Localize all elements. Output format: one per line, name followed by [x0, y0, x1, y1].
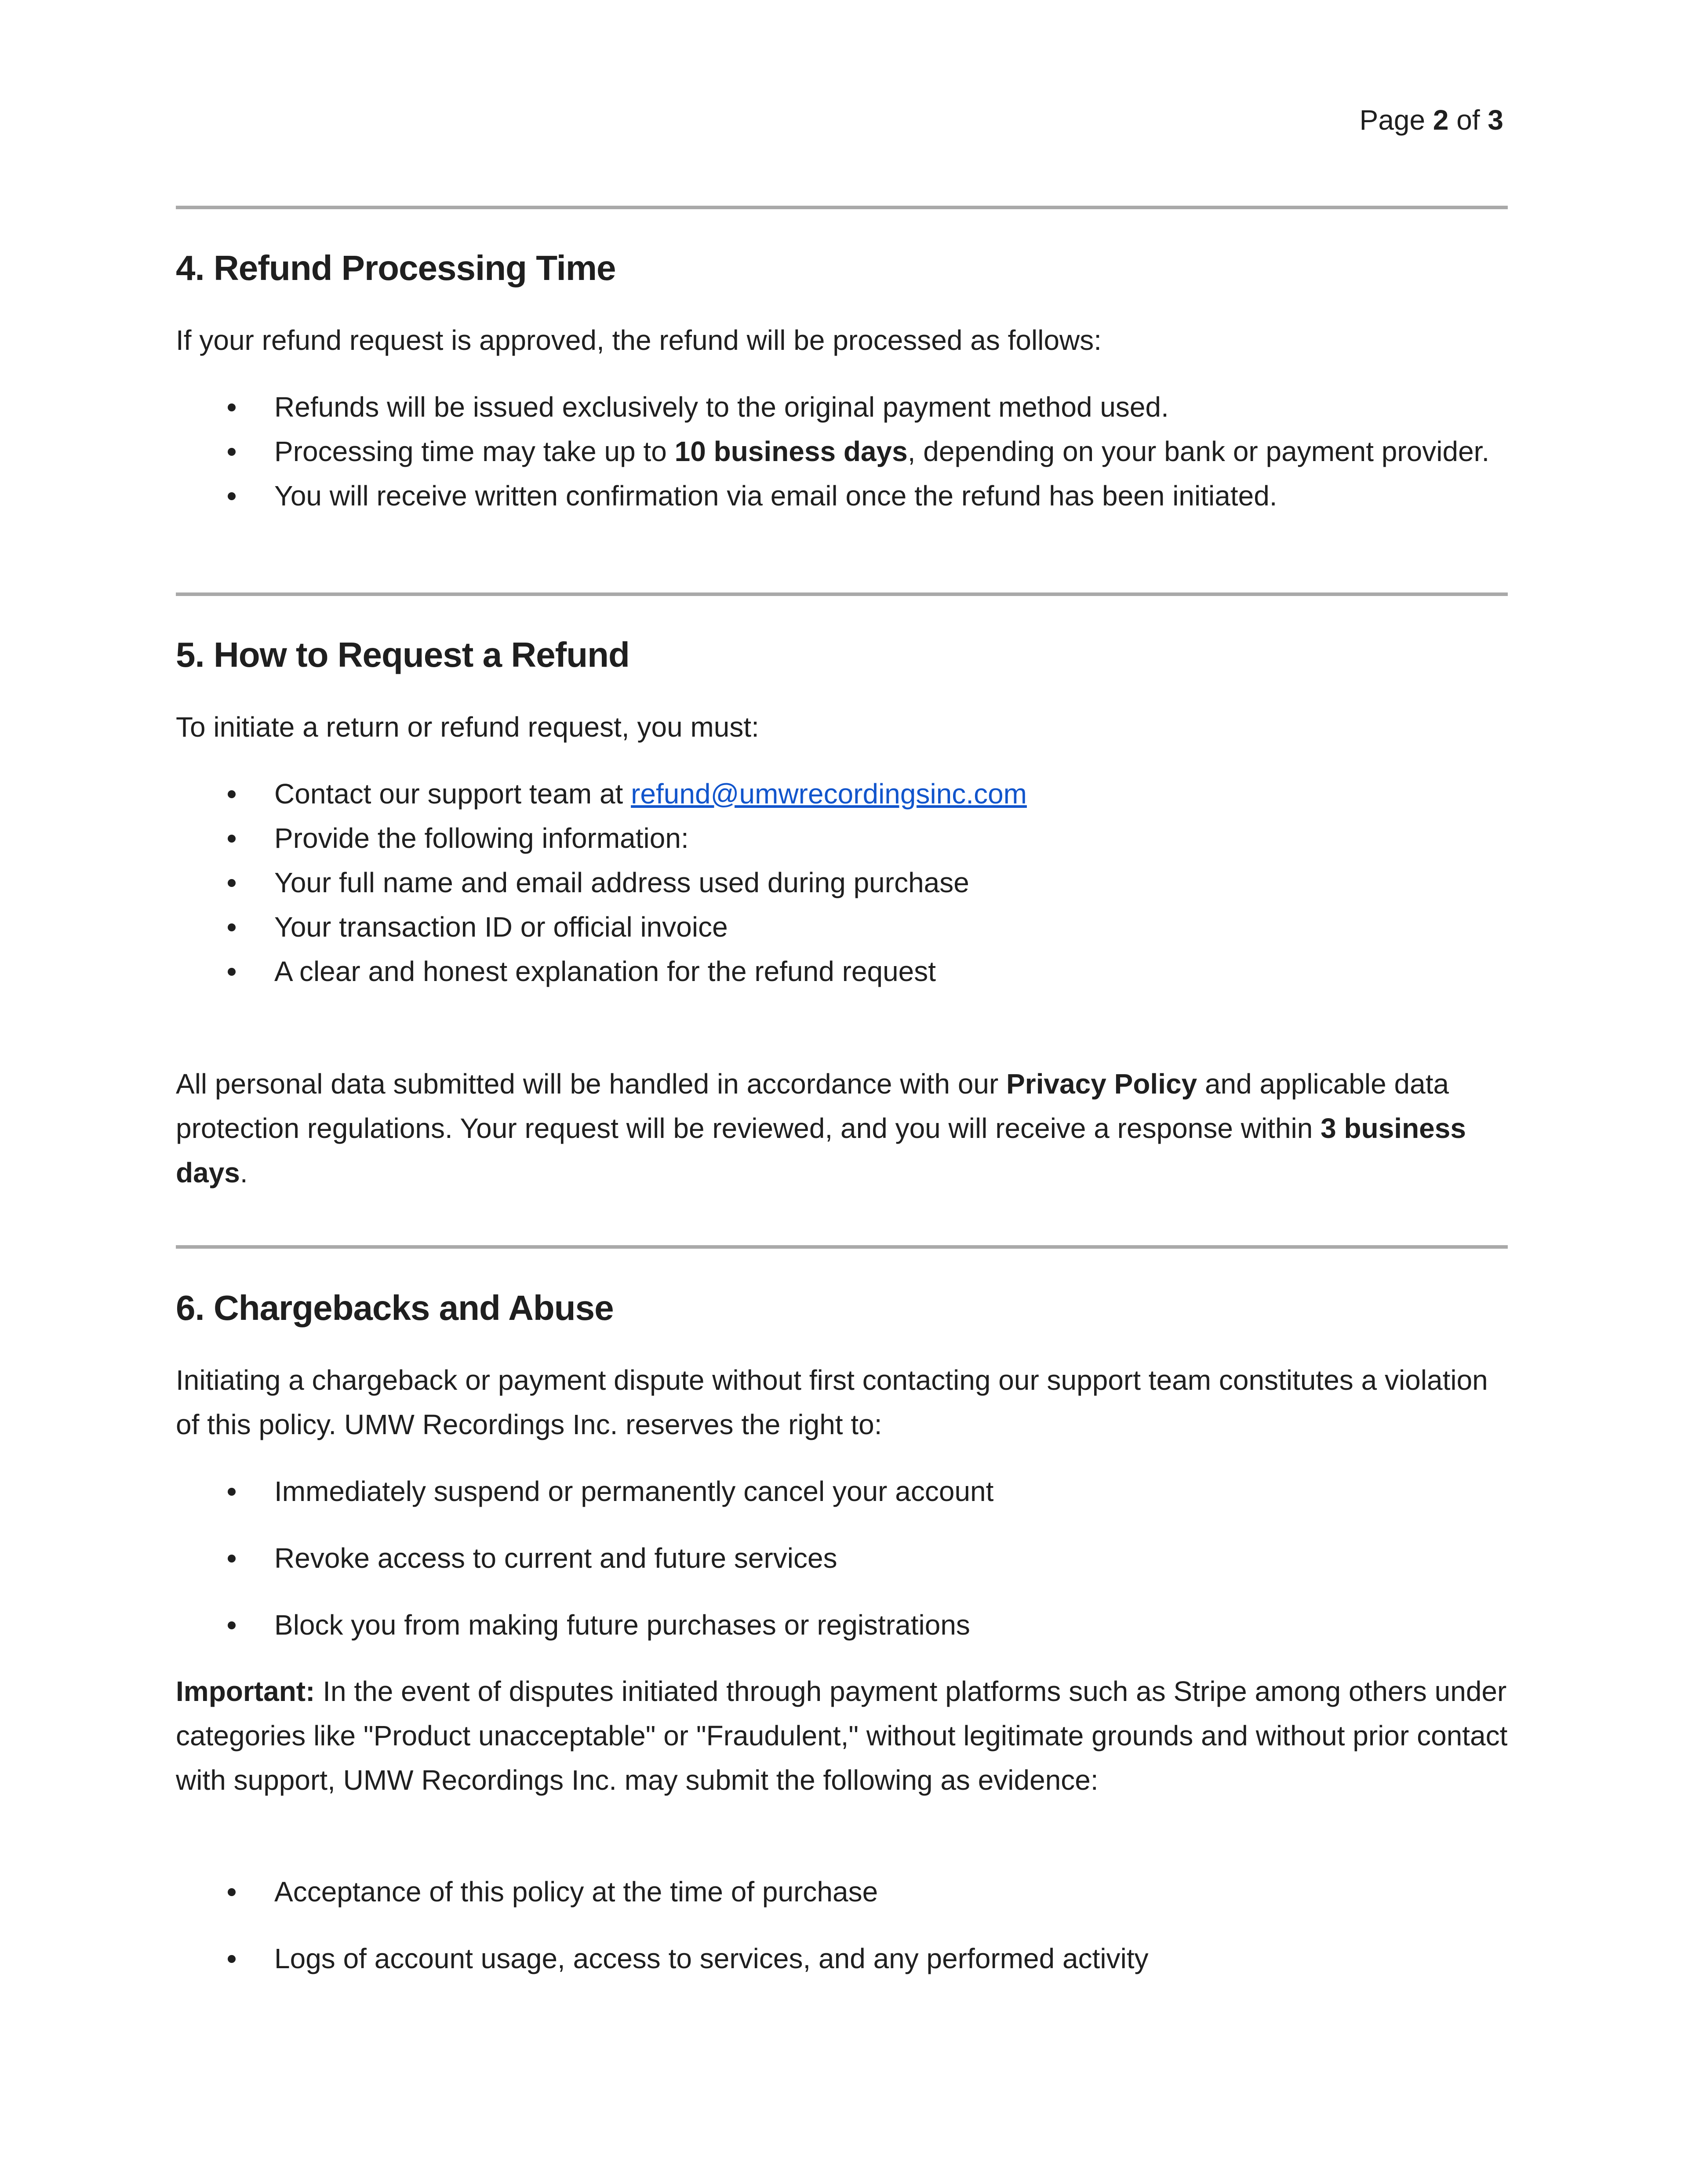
current-page: 2	[1433, 104, 1449, 136]
list-item	[176, 1937, 1508, 1981]
paragraph-text: In the event of disputes initiated through payment platforms such as Stripe among others under categories like "Product unacceptable" or "Fraudulent," without legitimate grounds and without prior contact with support, UMW Recordings Inc. may submit the following as evidence:	[176, 1675, 1508, 1796]
list-item-text: , depending on your bank or payment provider.	[907, 436, 1490, 467]
list-item-text: Provide the following information:	[274, 822, 689, 854]
important-paragraph	[176, 1669, 1508, 1802]
bold-text: 10 business days	[674, 436, 908, 467]
refund-email-link[interactable]: refund@umwrecordingsinc.com	[631, 778, 1027, 810]
section-4-list	[176, 385, 1508, 518]
list-item	[176, 1469, 1508, 1514]
list-item-text: Block you from making future purchases or registrations	[274, 1609, 970, 1641]
list-item-text: Contact our support team at	[274, 778, 631, 810]
paragraph-text: All personal data submitted will be handled in accordance with our	[176, 1068, 1007, 1100]
bold-text: 3 business days	[176, 1112, 1466, 1188]
list-item	[176, 816, 1508, 861]
list-item	[176, 429, 1508, 474]
divider	[176, 592, 1508, 596]
list-item-text: Processing time may take up to	[274, 436, 675, 467]
important-label: Important:	[176, 1675, 315, 1707]
list-item-text: A clear and honest explanation for the refund request	[274, 956, 936, 987]
section-5-title: 5. How to Request a Refund	[176, 635, 629, 674]
list-item	[176, 474, 1508, 518]
paragraph-text: and applicable data protection regulations. Your request will be reviewed, and you will receive a response within	[176, 1068, 1449, 1144]
of-word: of	[1456, 104, 1480, 136]
evidence-list	[176, 1870, 1508, 1981]
list-item-text: Refunds will be issued exclusively to the original payment method used.	[274, 391, 1169, 423]
privacy-policy-text: Privacy Policy	[1006, 1068, 1197, 1100]
section-4-intro: If your refund request is approved, the refund will be processed as follows:	[176, 324, 1102, 356]
divider	[176, 206, 1508, 209]
list-item-text: Your full name and email address used during purchase	[274, 867, 969, 898]
total-pages: 3	[1488, 104, 1503, 136]
section-5-list	[176, 772, 1508, 994]
list-item	[176, 949, 1508, 994]
section-6-title: 6. Chargebacks and Abuse	[176, 1288, 614, 1327]
section-6-intro: Initiating a chargeback or payment dispute without first contacting our support team constitutes a violation of this policy. UMW Recordings Inc. reserves the right to:	[176, 1364, 1488, 1440]
section-5-intro: To initiate a return or refund request, you must:	[176, 711, 759, 743]
list-item	[176, 772, 1508, 816]
list-item	[176, 905, 1508, 949]
page-word: Page	[1359, 104, 1426, 136]
list-item	[176, 385, 1508, 429]
page-number	[1360, 100, 1503, 140]
section-4-title: 4. Refund Processing Time	[176, 248, 616, 287]
list-item-text: Immediately suspend or permanently cancel your account	[274, 1475, 994, 1507]
list-item	[176, 1536, 1508, 1581]
privacy-paragraph	[176, 1062, 1508, 1195]
paragraph-text: .	[240, 1157, 248, 1188]
list-item-text: You will receive written confirmation via email once the refund has been initiated.	[274, 480, 1277, 512]
list-item-text: Revoke access to current and future services	[274, 1542, 837, 1574]
list-item-text: Your transaction ID or official invoice	[274, 911, 728, 943]
section-6-list	[176, 1469, 1508, 1647]
list-item	[176, 1603, 1508, 1647]
list-item	[176, 861, 1508, 905]
list-item-text: Acceptance of this policy at the time of purchase	[274, 1876, 878, 1908]
list-item	[176, 1870, 1508, 1914]
divider	[176, 1245, 1508, 1249]
list-item-text: Logs of account usage, access to services, and any performed activity	[274, 1943, 1149, 1974]
